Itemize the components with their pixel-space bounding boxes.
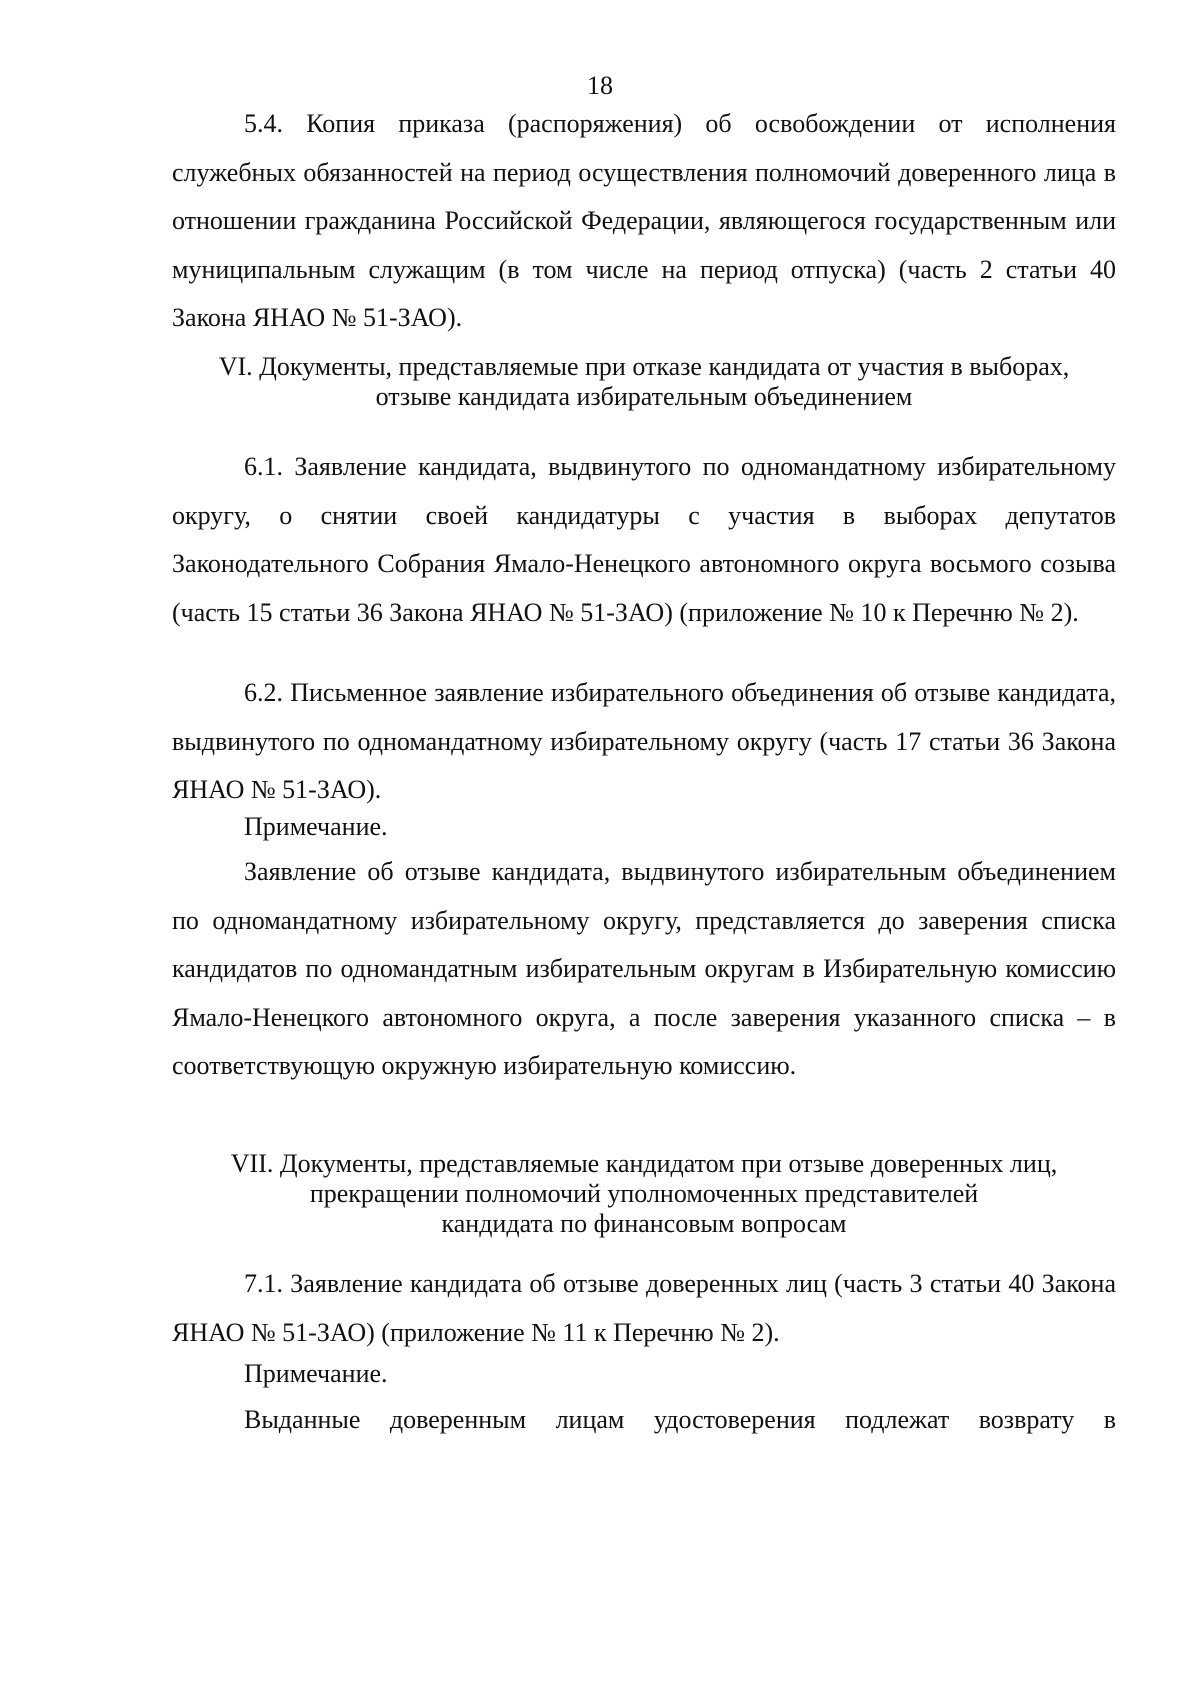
paragraph-5-4-text: 5.4. Копия приказа (распоряжения) об освобождении от исполнения служебных обязанностей на период осуществления полномочий доверенного лица в отношении гражданина Российской Федерации, являющегося государственным или муниципальным служащим (в том числе на период отпуска) (часть 2 статьи 40 Закона ЯНАО № 51-ЗАО).	[172, 109, 1116, 332]
note-text: Заявление об отзыве кандидата, выдвинутого избирательным объединением по одномандатному избирательному округу, представляется до заверения списка кандидатов по одномандатным избирательным округам в Избирательную комиссию Ямало-Ненецкого автономного округа, а после заверения указанного списка – в соответствующую окружную избирательную комиссию.	[172, 857, 1116, 1080]
paragraph-7-1	[172, 1260, 1116, 1357]
note-7-text	[172, 1396, 1116, 1445]
paragraph-6-2-text: 6.2. Письменное заявление избирательного объединения об отзыве кандидата, выдвинутого по одномандатному избирательному округу (часть 17 статьи 36 Закона ЯНАО № 51-ЗАО).	[172, 678, 1116, 804]
section-6-heading	[172, 352, 1116, 412]
note-6-label	[172, 803, 1116, 852]
paragraph-6-2	[172, 669, 1116, 815]
note-label-text: Примечание.	[244, 1359, 388, 1388]
section-7-heading-text	[172, 1149, 1116, 1239]
paragraph-7-1-text: 7.1. Заявление кандидата об отзыве доверенных лиц (часть 3 статьи 40 Закона ЯНАО № 51-ЗАО) (приложение № 11 к Перечню № 2).	[172, 1269, 1116, 1347]
note-6-text	[172, 848, 1116, 1091]
section-7-heading	[172, 1149, 1116, 1239]
paragraph-6-1	[172, 443, 1116, 637]
paragraph-6-1-text: 6.1. Заявление кандидата, выдвинутого по одномандатному избирательному округу, о снятии своей кандидатуры с участия в выборах депутатов Законодательного Собрания Ямало-Ненецкого автономного округа восьмого созыва (часть 15 статьи 36 Закона ЯНАО № 51-ЗАО) (приложение № 10 к Перечню № 2).	[172, 452, 1116, 627]
note-text: Выданные доверенным лицам удостоверения подлежат возврату в	[244, 1405, 1116, 1434]
note-7-label	[172, 1350, 1116, 1399]
heading-line: отзыве кандидата избирательным объединением	[375, 382, 913, 411]
heading-line: кандидата по финансовым вопросам	[441, 1209, 847, 1238]
heading-line: прекращении полномочий уполномоченных представителей	[309, 1179, 979, 1208]
page-number: 18	[587, 71, 613, 100]
heading-line: VII. Документы, представляемые кандидатом при отзыве доверенных лиц,	[230, 1149, 1058, 1178]
paragraph-5-4	[172, 100, 1116, 343]
section-6-heading-text	[172, 352, 1116, 412]
note-label-text: Примечание.	[244, 812, 388, 841]
heading-line: VI. Документы, представляемые при отказе кандидата от участия в выборах,	[218, 352, 1070, 381]
